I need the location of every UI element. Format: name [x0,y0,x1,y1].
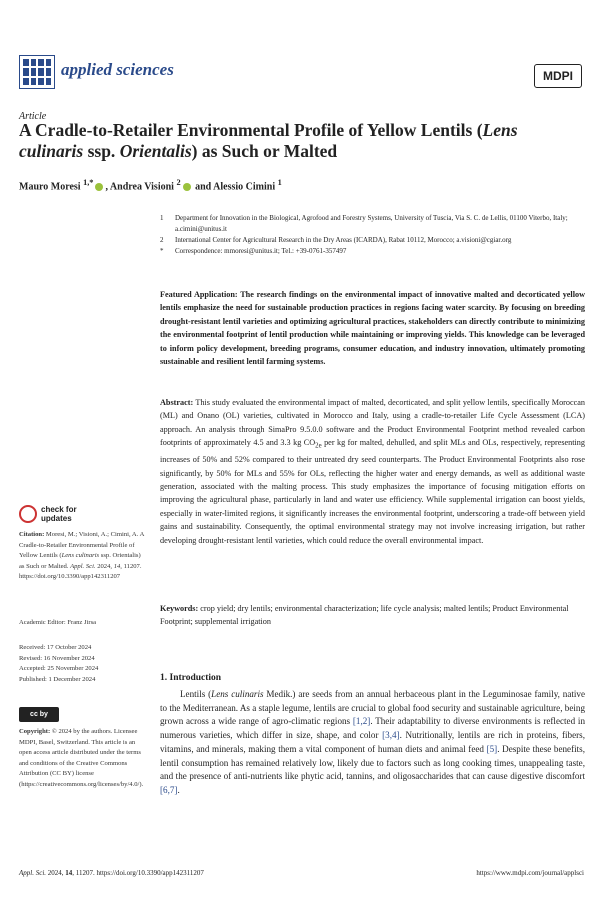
article-type: Article [19,111,47,122]
author-link[interactable]: Mauro Moresi [19,181,84,193]
section-heading: 1. Introduction [160,673,222,683]
reference-link[interactable]: [1,2] [352,716,371,727]
date-received: Received: 17 October 2024 [19,644,92,651]
date-revised: Revised: 16 November 2024 [19,654,95,662]
copyright: Copyright: © 2024 by the authors. Licensee MDPI, Basel, Switzerland. This article is an open access article distributed under the terms and conditions of the Creative Commons Attribution (CC BY) license (https://creativecommons.org/licenses/by/4.0/). [19,728,144,788]
journal-name[interactable]: applied sciences [61,60,174,79]
reference-link[interactable]: [3,4] [382,730,400,741]
reference-link[interactable]: [5] [486,743,498,754]
abstract: Abstract: This study evaluated the environmental impact of malted, decorticated, and split yellow lentils, specifically Moroccan (ML) and Onano (OL) varieties, cultivated in Morocco and Italy, using a cradle-to-retailer Life Cycle Assessment (LCA) approach. An analysis through SimaPro 9.5.0.0 software and the Product Environmental Footprint method revealed carbon footprints of approximately 4.5 and 3.3 kg $CO_{2e}$ per kg for malted, dehulled, and split MLs and OLs, respectively, representing increases of 50% and 52% compared to their untreated dry seed counterparts. The Product Environmental Footprints also rose significantly, by 50% for MLs and 55% for OLs, reflecting the higher water and energy demands, as well as additional waste generation, associated with the malting process. This study emphasizes the importance of focusing mitigation efforts on improving the agricultural phase, particularly in land and water use efficiency. While supplemental irrigation can boost yields, especially in water-limited regions, it significantly increases the environmental footprint, underscoring a trade-off between yield gains and sustainability. Consequently, the optimal environmental strategy may not involve increasing irrigation, but rather developing drought-resistant lentil varieties, which could reduce the overall environmental impact. [160,398,585,545]
page-footer [19,869,584,877]
academic-editor: Academic Editor: Franz Jirsa [19,619,97,626]
orcid-icon[interactable] [183,183,191,191]
check-for-updates-button[interactable]: check for updates [19,505,81,523]
citation: Citation: Moresi, M.; Visioni, A.; Cimini, A. A Cradle-to-Retailer Environmental Profile of Yellow Lentils (Lens culinaris ssp. Orientalis) as Such or Malted. Appl. Sci. 2024, 14, 11207. https://doi.org/10.3390/app142311207 [19,531,144,580]
affiliation: 2 International Center for Agricultural Research in the Dry Areas (ICARDA), Rabat 10112, Morocco; a.visioni@cgiar.org [160,236,512,244]
article-title: A Cradle-to-Retailer Environmental Profile of Yellow Lentils (Lens culinaris ssp. Orientalis) as Such or Malted [19,120,518,161]
mdpi-logo[interactable]: MDPI [534,64,582,88]
date-published: Published: 1 December 2024 [19,675,96,683]
author-link[interactable]: , Andrea Visioni [105,181,177,193]
affiliations [160,213,585,257]
reference-link[interactable]: [6,7] [160,784,178,795]
keywords: Keywords: crop yield; dry lentils; environmental characterization; life cycle analysis; malted lentils; Product Environmental Footprint; supplemental irrigation [160,604,569,627]
dates [19,643,144,685]
date-accepted: Accepted: 25 November 2024 [19,665,99,672]
journal-logo-icon [19,55,55,89]
journal-url-link[interactable]: https://www.mdpi.com/journal/applsci [476,869,584,877]
author-list: Mauro Moresi $^{1,*}$ , Andrea Visioni $^2$ and Alessio Cimini $^1$ [19,178,282,193]
featured-application: Featured Application: The research findings on the environmental impact of innovative malted and decorticated yellow lentils emphasize the need for sustainable production practices in regions facing water scarcity. By focusing on breeding drought-resistant lentil varieties and optimizing agricultural practices, stakeholders can directly contribute to minimizing the environmental footprint of lentil production while maintaining or improving yields. This knowledge can be leveraged to inform policy development, breeding programs, consumer education, and industry innovation, ultimately promoting sustainable and resilient lentil farming systems. [160,290,585,367]
intro-paragraph: Lentils (Lens culinaris Medik.) are seeds from an annual herbaceous plant in the Leguminosae family, native to the Mediterranean. As a staple legume, lentils are crucial to global food security and sustainable agriculture, being grown across a wide range of agro-climatic regions [1,2]. Their adaptability to diverse environments is reflected in numerous varieties, which differ in size, shape, and color [3,4]. Nutritionally, lentils are rich in proteins, fibers, vitamins, and minerals, making them a vital component of human diets and animal feed [5]. Despite these benefits, lentil consumption has remained relatively low, likely due to factors such as long cooking times, unappealing taste, and the presence of anti-nutrients like phytic acid, tannins, and oligosaccharides that can cause digestive discomfort [6,7]. [160,689,586,795]
cc-by-license-icon[interactable]: cc by [19,707,59,722]
affiliation: 1 Department for Innovation in the Biological, Agrofood and Forestry Systems, University of Tuscia, Via S. C. de Lellis, 01100 Viterbo, Italy; a.cimini@unitus.it [160,214,568,233]
orcid-icon[interactable] [95,183,103,191]
update-check-icon [19,505,37,523]
footer-citation: Appl. Sci. 2024, 14, 11207. https://doi.org/10.3390/app142311207 [19,869,204,877]
correspondence: * Correspondence: mmoresi@unitus.it; Tel.: +39-0761-357497 [160,247,347,255]
author-link[interactable]: and Alessio Cimini [192,181,278,193]
